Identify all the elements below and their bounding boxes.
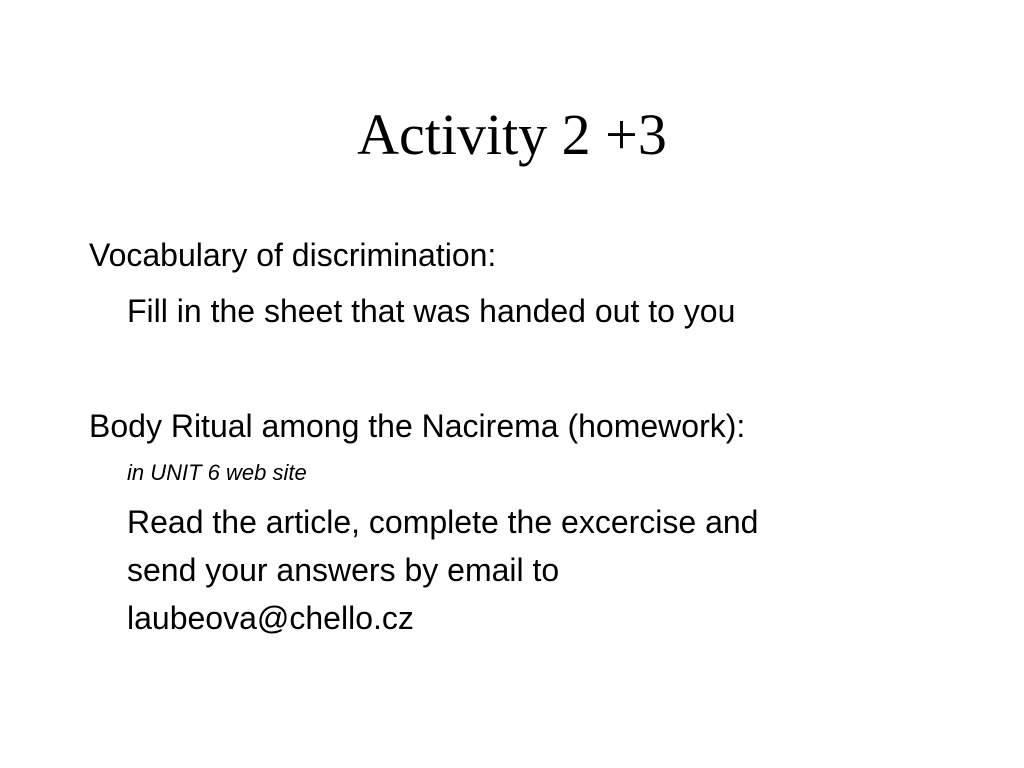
unit-web-site-note: in UNIT 6 web site xyxy=(127,460,307,485)
section-heading-vocabulary: Vocabulary of discrimination: xyxy=(89,237,497,273)
email-address: laubeova@chello.cz xyxy=(127,600,414,636)
homework-line-1: Read the article, complete the excercise and xyxy=(127,504,759,540)
homework-line-2: send your answers by email to xyxy=(127,552,560,588)
homework-instructions xyxy=(127,498,947,642)
section-heading-body-ritual: Body Ritual among the Nacirema (homework): xyxy=(89,408,746,444)
slide-title: Activity 2 +3 xyxy=(357,102,667,167)
instruction-fill-sheet: Fill in the sheet that was handed out to you xyxy=(127,293,736,329)
